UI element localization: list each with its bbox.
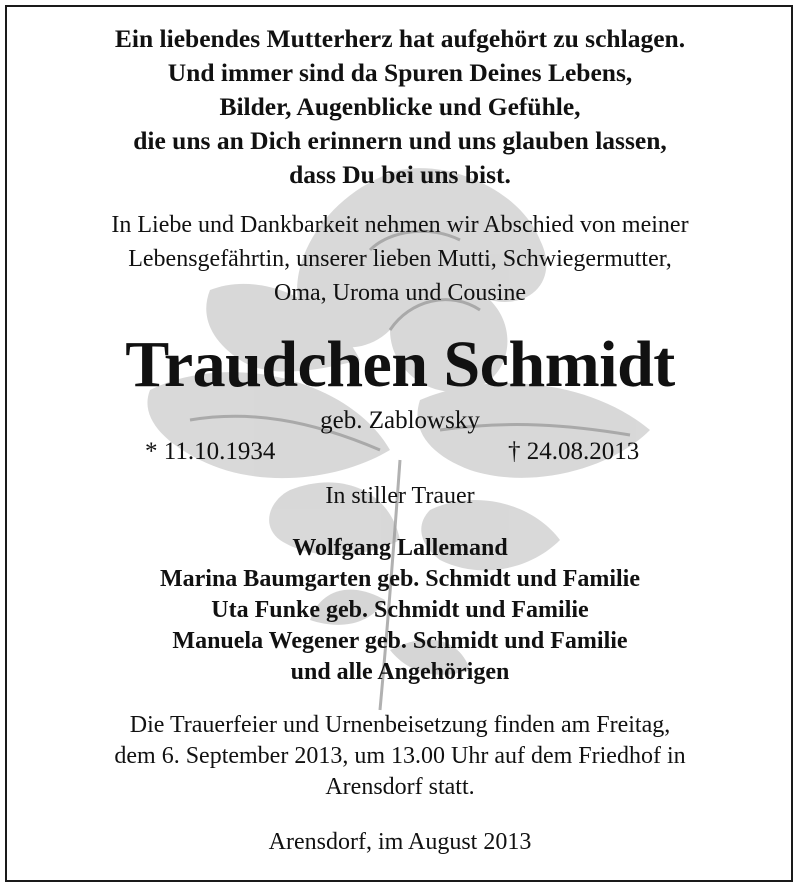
intro-line: Lebensgefährtin, unserer lieben Mutti, Schwiegermutter, [128, 246, 672, 272]
memorial-poem [0, 22, 800, 192]
deceased-name: Traudchen Schmidt [125, 328, 675, 401]
farewell-intro [0, 208, 800, 310]
mourner: Marina Baumgarten geb. Schmidt und Familie [159, 566, 640, 592]
poem-line: Und immer sind da Spuren Deines Lebens, [167, 58, 633, 87]
poem-line: dass Du bei uns bist. [289, 160, 511, 189]
service-line: Arensdorf statt. [325, 774, 475, 800]
place-date: Arensdorf, im August 2013 [268, 829, 532, 855]
mourner: Manuela Wegener geb. Schmidt und Familie [172, 628, 628, 654]
service-info [0, 710, 800, 803]
poem-line: Bilder, Augenblicke und Gefühle, [219, 92, 581, 121]
poem-line: Ein liebendes Mutterherz hat aufgehört zu schlagen. [114, 24, 686, 53]
mourning-phrase: In stiller Trauer [325, 483, 475, 509]
death-date: † 24.08.2013 [508, 438, 640, 465]
mourner: Wolfgang Lallemand [292, 535, 508, 561]
mourner: Uta Funke geb. Schmidt und Familie [211, 597, 589, 623]
service-line: dem 6. September 2013, um 13.00 Uhr auf dem Friedhof in [114, 743, 686, 769]
poem-line: die uns an Dich erinnern und uns glauben lassen, [133, 126, 667, 155]
service-line: Die Trauerfeier und Urnenbeisetzung finden am Freitag, [129, 712, 671, 738]
mourners-list [0, 533, 800, 688]
intro-line: In Liebe und Dankbarkeit nehmen wir Abschied von meiner [111, 212, 689, 238]
birth-date: * 11.10.1934 [145, 438, 276, 465]
life-dates [0, 436, 800, 468]
birth-name: geb. Zablowsky [320, 407, 480, 434]
mourner: und alle Angehörigen [290, 659, 510, 685]
intro-line: Oma, Uroma und Cousine [274, 280, 526, 306]
